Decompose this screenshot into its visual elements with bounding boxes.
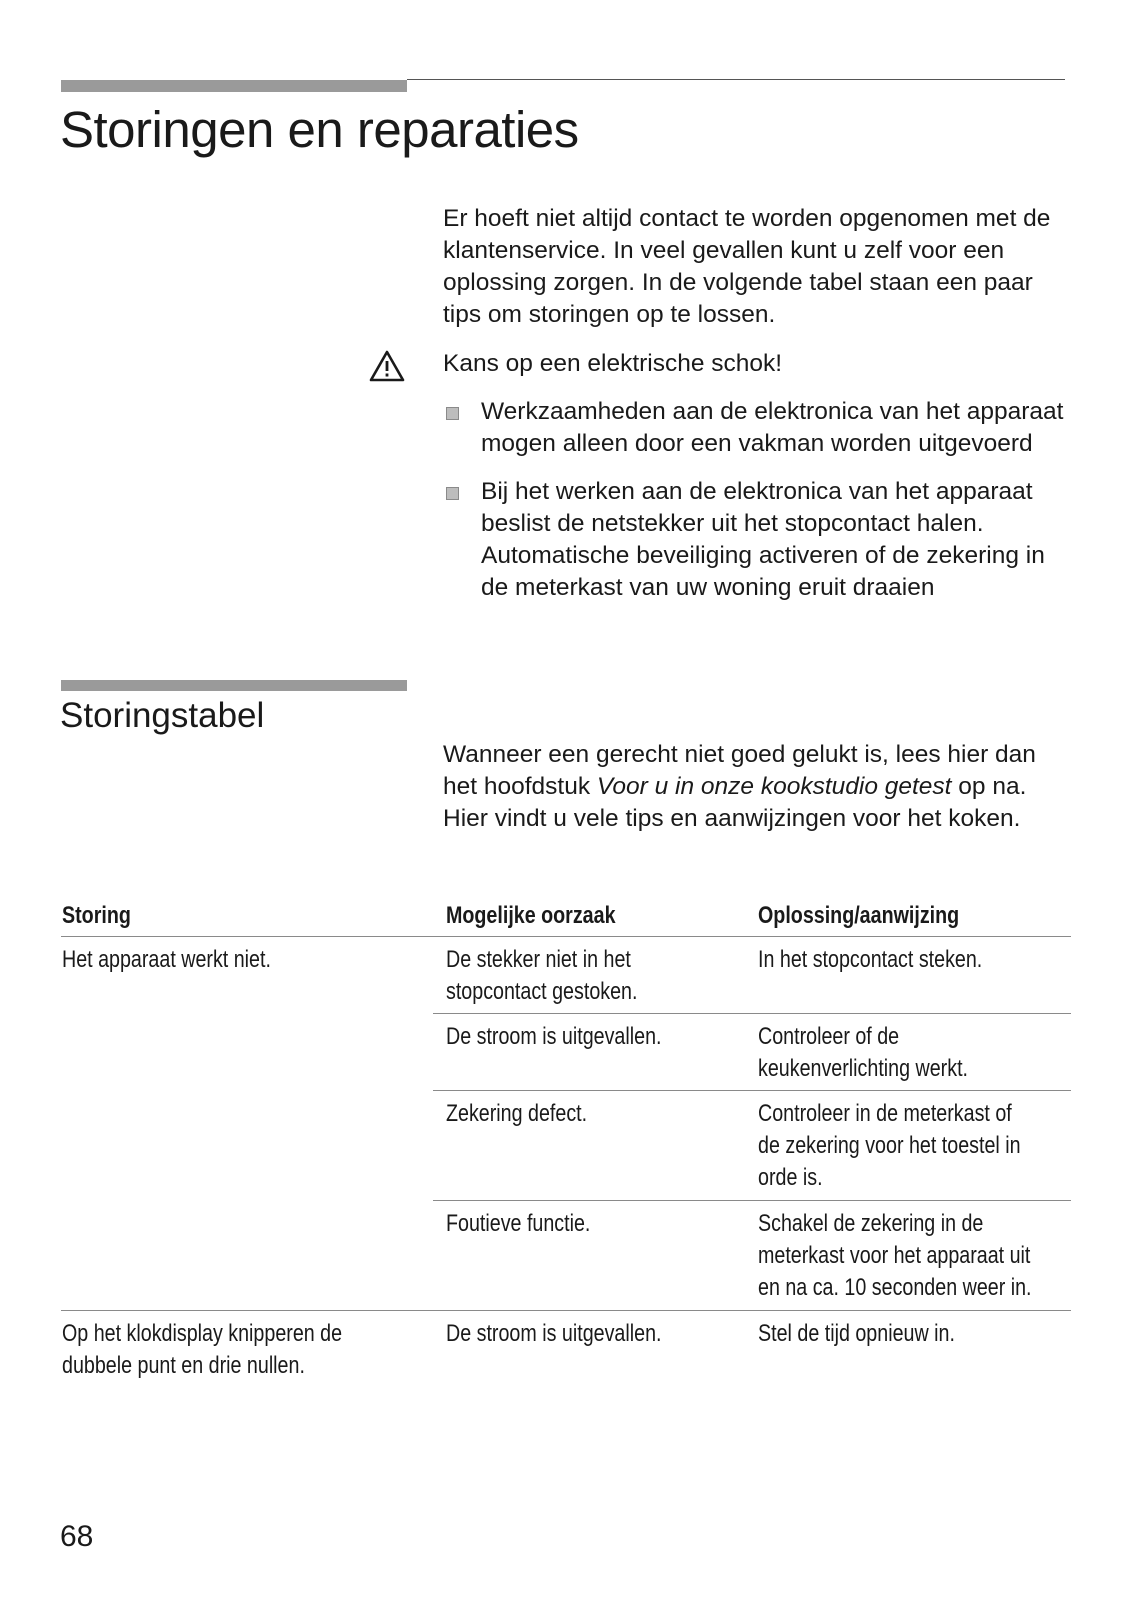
warning-title: Kans op een elektrische schok! — [443, 350, 783, 377]
cell-line: en na ca. 10 seconden weer in. — [758, 1274, 1032, 1301]
cell-cause — [446, 944, 679, 1008]
cell-line: De stroom is uitgevallen. — [446, 1320, 662, 1347]
cell-line: stopcontact gestoken. — [446, 978, 638, 1005]
row-divider — [433, 1200, 1071, 1201]
cell-solution — [758, 1098, 1078, 1194]
cell-line: De stroom is uitgevallen. — [446, 1023, 662, 1050]
warning-list — [443, 396, 1073, 620]
list-item: Werkzaamheden aan de elektronica van het apparaat mogen alleen door een vakman worden uitgevoerd — [443, 396, 1073, 460]
intro-paragraph: Er hoeft niet altijd contact te worden opgenomen met de klantenservice. In veel gevallen kunt u zelf voor een oplossing zorgen. In de volgende tabel staan een paar tips om storingen op te lossen. — [443, 205, 1051, 328]
page-number: 68 — [60, 1520, 94, 1553]
cell-line: Zekering defect. — [446, 1100, 588, 1127]
page-title: Storingen en reparaties — [60, 101, 579, 158]
cell-line: Schakel de zekering in de — [758, 1210, 984, 1237]
cell-line: de zekering voor het toestel in — [758, 1132, 1021, 1159]
column-header-storing: Storing — [62, 902, 131, 929]
cell-line: Stel de tijd opnieuw in. — [758, 1320, 955, 1347]
cell-line: orde is. — [758, 1164, 823, 1191]
cell-storing — [62, 1318, 404, 1382]
cell-cause — [446, 1208, 622, 1240]
row-divider — [433, 1090, 1071, 1091]
section-intro-paragraph: Wanneer een gerecht niet goed gelukt is, lees hier dan het hoofdstuk Voor u in onze kookstudio getest op na. Hier vindt u vele tips en aanwijzingen voor het koken. — [443, 741, 1036, 832]
row-divider — [61, 936, 1071, 937]
section-rule-accent — [61, 680, 407, 691]
cell-line: keukenverlichting werkt. — [758, 1055, 969, 1082]
column-header-cause: Mogelijke oorzaak — [446, 902, 616, 929]
square-bullet-icon — [446, 487, 459, 500]
section-title: Storingstabel — [60, 696, 265, 735]
cell-line: Controleer in de meterkast of — [758, 1100, 1012, 1127]
cell-line: De stekker niet in het — [446, 946, 631, 973]
cell-storing — [62, 944, 317, 976]
row-divider — [61, 1310, 1071, 1311]
cell-line: In het stopcontact steken. — [758, 946, 983, 973]
cell-solution — [758, 1208, 1092, 1304]
row-divider — [433, 1013, 1071, 1014]
cell-cause — [446, 1318, 709, 1350]
chapter-reference: Voor u in onze kookstudio getest — [596, 773, 952, 800]
title-rule-line — [407, 79, 1065, 80]
column-header-solution: Oplossing/aanwijzing — [758, 902, 960, 929]
title-rule-accent — [61, 80, 407, 92]
warning-triangle-icon — [369, 350, 405, 382]
cell-line: Foutieve functie. — [446, 1210, 591, 1237]
cell-solution — [758, 944, 1032, 976]
cell-line: meterkast voor het apparaat uit — [758, 1242, 1031, 1269]
cell-line: Op het klokdisplay knipperen de — [62, 1320, 343, 1347]
cell-line: Het apparaat werkt niet. — [62, 946, 271, 973]
cell-line: Controleer of de — [758, 1023, 900, 1050]
cell-cause — [446, 1098, 618, 1130]
cell-solution — [758, 1021, 1014, 1085]
cell-cause — [446, 1021, 709, 1053]
square-bullet-icon — [446, 407, 459, 420]
cell-solution — [758, 1318, 998, 1350]
list-item: Bij het werken aan de elektronica van het apparaat beslist de netstekker uit het stopcontact halen. Automatische beveiliging activeren of de zekering in de meterkast van uw woning eruit draaien — [443, 476, 1073, 604]
cell-line: dubbele punt en drie nullen. — [62, 1352, 305, 1379]
